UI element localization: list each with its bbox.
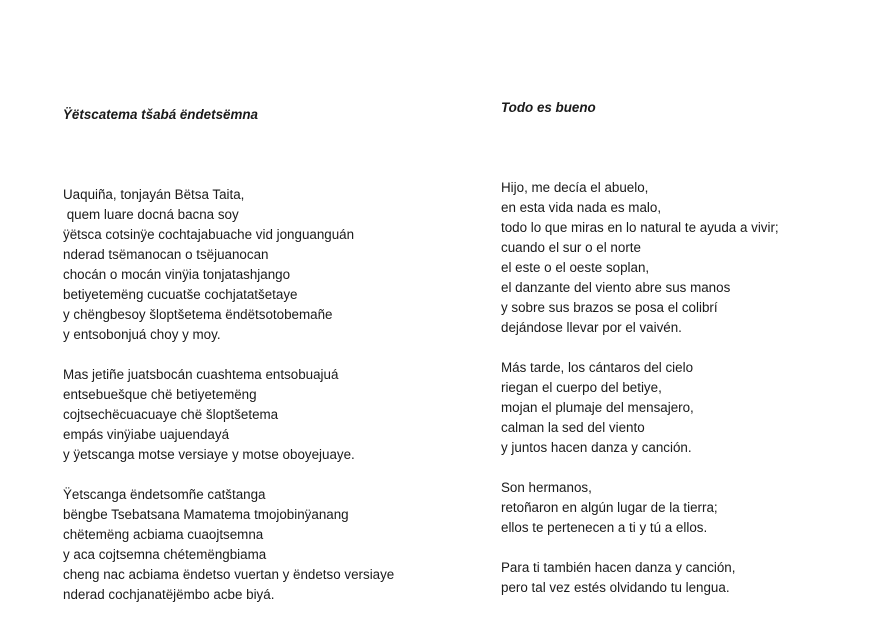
poem-line: ÿëtsca cotsinÿe cochtajabuache vid jonguanguán (63, 227, 355, 242)
poem-line: y ÿetscanga motse versiaye y motse oboyejuaye. (63, 447, 355, 462)
poem-line: Para ti también hacen danza y canción, (501, 560, 736, 575)
poem-line: bëngbe Tsebatsana Mamatema tmojobinÿanang (63, 507, 349, 522)
poem-line: Mas jetiñe juatsbocán cuashtema entsobuajuá (63, 367, 339, 382)
poem-line: Hijo, me decía el abuelo, (501, 180, 649, 195)
poem-line: y aca cojtsemna chétemëngbiama (63, 547, 267, 562)
stanza (501, 558, 779, 598)
poem-line: betiyetemëng cucuatše cochjatatšetaye (63, 287, 298, 302)
poem-line: Ÿetscanga ëndetsomñe catštanga (63, 487, 266, 502)
poem-line: empás vinÿiabe uajuendayá (63, 427, 230, 442)
poem-line: entsebuešque chë betiyetemëng (63, 387, 257, 402)
stanza (63, 365, 394, 465)
poem-line: Uaquiña, tonjayán Bëtsa Taita, (63, 187, 245, 202)
poem-line: mojan el plumaje del mensajero, (501, 400, 694, 415)
stanza (63, 485, 394, 605)
poem-line: chëtemëng acbiama cuaojtsemna (63, 527, 264, 542)
poem-line: calman la sed del viento (501, 420, 645, 435)
poem-line: Son hermanos, (501, 480, 592, 495)
poem-line: quem luare docná bacna soy (63, 207, 239, 222)
poem-line: y entsobonjuá choy y moy. (63, 327, 221, 342)
poem-line: cheng nac acbiama ëndetso vuertan y ëndetso versiaye (63, 567, 395, 582)
poem-line: el este o el oeste soplan, (501, 260, 650, 275)
poem-kamentsa (63, 65, 394, 625)
poem-line: y sobre sus brazos se posa el colibrí (501, 300, 718, 315)
poem-spanish (501, 58, 779, 618)
poem-title: Ÿëtscatema tšabá ëndetsëmna (63, 107, 259, 122)
poem-line: riegan el cuerpo del betiye, (501, 380, 662, 395)
poem-line: pero tal vez estés olvidando tu lengua. (501, 580, 730, 595)
poem-line: en esta vida nada es malo, (501, 200, 662, 215)
poem-line: todo lo que miras en lo natural te ayuda a vivir; (501, 220, 779, 235)
poem-line: cojtsechëcuacuaye chë šloptšetema (63, 407, 279, 422)
poem-line: el danzante del viento abre sus manos (501, 280, 731, 295)
poem-line: nderad cochjanatëjëmbo acbe biyá. (63, 587, 275, 602)
poem-line: chocán o mocán vinÿia tonjatashjango (63, 267, 291, 282)
poem-line: ellos te pertenecen a ti y tú a ellos. (501, 520, 708, 535)
poem-line: y chëngbesoy šloptšetema ëndëtsotobemañe (63, 307, 333, 322)
stanza (501, 358, 779, 458)
stanza (501, 178, 779, 338)
stanza (501, 478, 779, 538)
poem-title: Todo es bueno (501, 100, 596, 115)
poem-line: dejándose llevar por el vaivén. (501, 320, 682, 335)
poem-line: cuando el sur o el norte (501, 240, 641, 255)
poem-line: Más tarde, los cántaros del cielo (501, 360, 694, 375)
poem-line: nderad tsëmanocan o tsëjuanocan (63, 247, 269, 262)
poem-line: y juntos hacen danza y canción. (501, 440, 692, 455)
stanza (63, 185, 394, 345)
poem-line: retoñaron en algún lugar de la tierra; (501, 500, 718, 515)
